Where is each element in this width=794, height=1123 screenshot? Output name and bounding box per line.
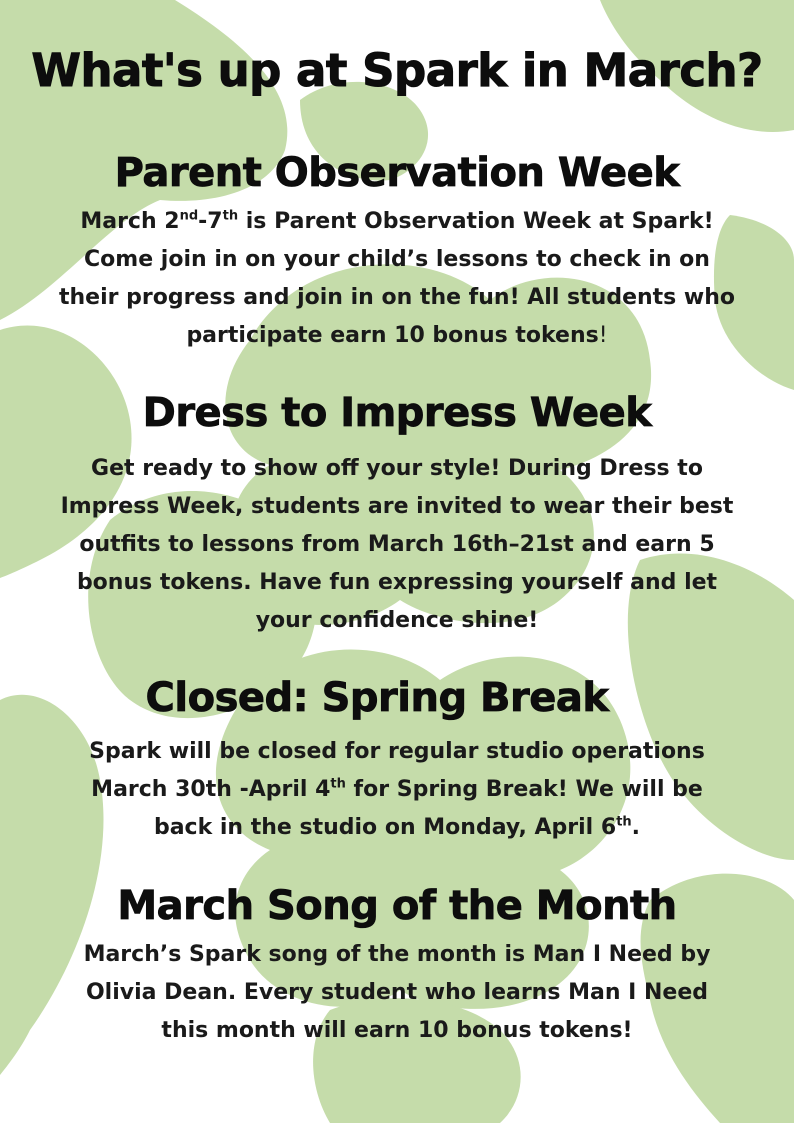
text-line [30, 936, 764, 974]
superscript-text: th [616, 814, 632, 830]
page-title: What's up at Spark in March? [31, 44, 763, 97]
text-line [30, 809, 764, 847]
superscript-text: th [222, 208, 239, 224]
text-fragment: bonus tokens. Have fun expressing yourself and let [76, 570, 718, 595]
text-line [30, 1012, 764, 1050]
text-fragment: your confidence shine! [255, 608, 539, 633]
text-fragment: Olivia Dean. Every student who learns Man I Need [85, 980, 709, 1005]
superscript-text: th [330, 776, 346, 792]
text-line [30, 771, 764, 809]
text-fragment: . [631, 815, 641, 840]
text-fragment: for Spring Break! We will be [345, 777, 703, 802]
text-fragment: Get ready to show off your style! During Dress to [91, 456, 703, 481]
section-heading-dress-to-impress: Dress to Impress Week [142, 390, 652, 436]
text-fragment: Impress Week, students are invited to wear their best [60, 494, 734, 519]
text-line [30, 733, 764, 771]
text-fragment: is Parent Observation Week at Spark! [238, 209, 714, 234]
text-fragment: this month will earn 10 bonus tokens! [161, 1018, 633, 1043]
text-fragment: participate earn 10 bonus tokens [186, 323, 599, 348]
text-line [30, 279, 764, 317]
section-heading-spring-break: Closed: Spring Break [145, 675, 609, 721]
section-heading-parent-observation: Parent Observation Week [114, 150, 680, 196]
section-body-spring-break [30, 733, 764, 847]
text-line [30, 203, 764, 241]
section-body-dress-to-impress [30, 450, 764, 640]
text-line [30, 526, 764, 564]
text-fragment: March 2 [80, 209, 180, 234]
text-line [30, 974, 764, 1012]
text-fragment: back in the studio on Monday, April 6 [153, 815, 617, 840]
section-body-song-of-month [30, 936, 764, 1050]
text-fragment: March’s Spark song of the month is Man I Need by [83, 942, 711, 967]
text-fragment: ! [598, 323, 608, 348]
text-line [30, 241, 764, 279]
text-fragment: -7 [198, 209, 223, 234]
text-line [30, 602, 764, 640]
superscript-text: nd [179, 208, 199, 224]
text-line [30, 450, 764, 488]
text-fragment: outfits to lessons from March 16th–21st and earn 5 [79, 532, 715, 557]
text-line [30, 317, 764, 355]
text-fragment: Spark will be closed for regular studio operations [89, 739, 705, 764]
text-fragment: March 30th -April 4 [91, 777, 331, 802]
section-heading-song-of-month: March Song of the Month [117, 883, 677, 929]
text-fragment: Come join in on your child’s lessons to check in on [84, 247, 710, 272]
section-body-parent-observation [30, 203, 764, 355]
text-line [30, 488, 764, 526]
text-line [30, 564, 764, 602]
text-fragment: their progress and join in on the fun! All students who [58, 285, 736, 310]
